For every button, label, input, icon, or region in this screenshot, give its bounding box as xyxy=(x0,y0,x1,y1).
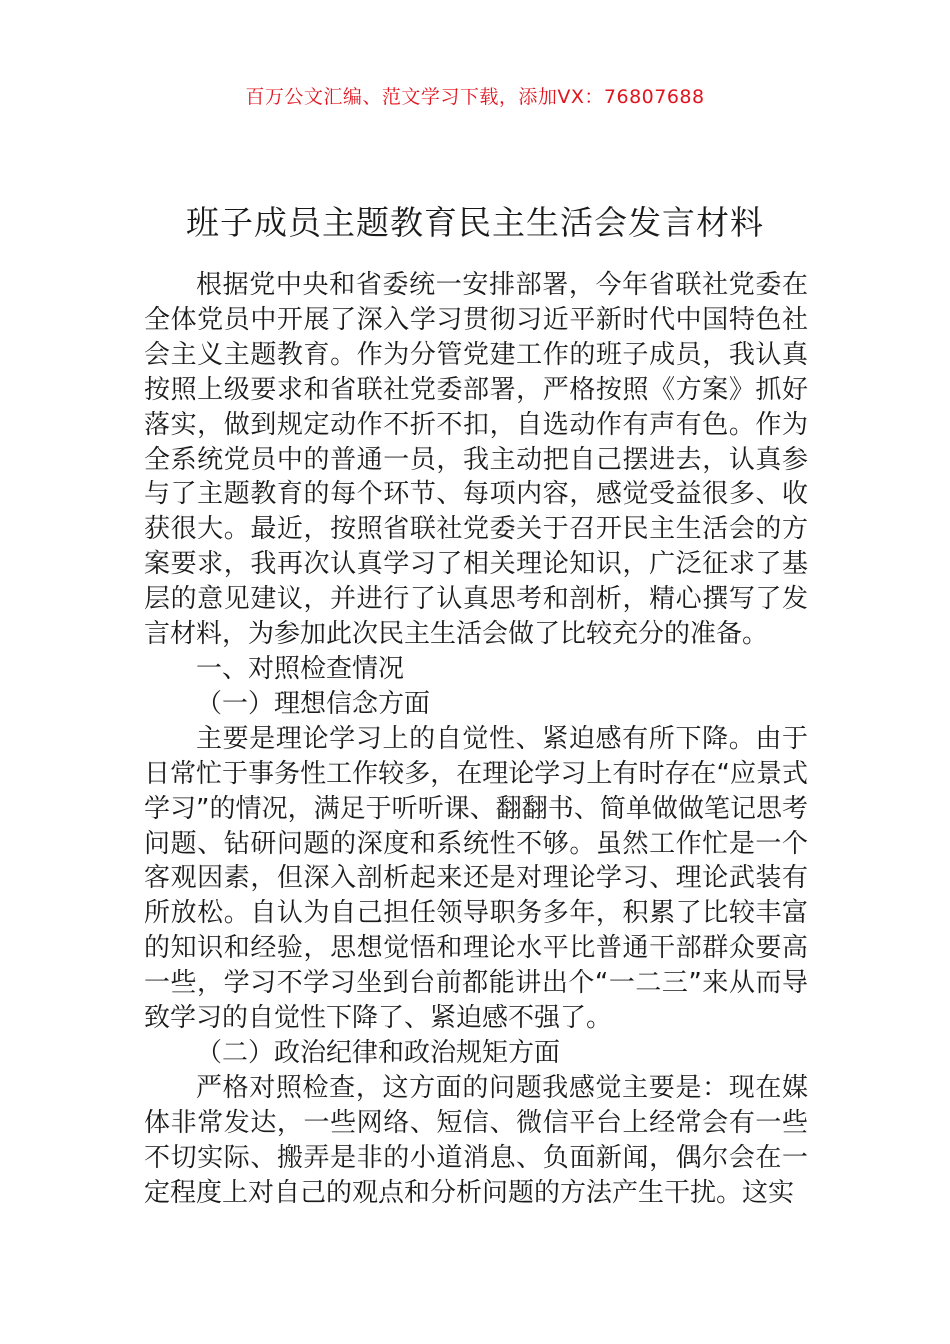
paragraph-ideals: 主要是理论学习上的自觉性、紧迫感有所下降。由于日常忙于事务性工作较多，在理论学习上有时存在“应景式学习”的情况，满足于听听课、翻翻书、简单做做笔记思考问题、钻研问题的深度和系统性不够。虽然工作忙是一个客观因素，但深入剖析起来还是对理论学习、理论武装有所放松。自认为自己担任领导职务多年，积累了比较丰富的知识和经验，思想觉悟和理论水平比普通干部群众要高一些，学习不学习坐到台前都能讲出个“一二三”来从而导致学习的自觉性下降了、紧迫感不强了。 xyxy=(144,723,808,1034)
paragraph-discipline: 严格对照检查，这方面的问题我感觉主要是：现在媒体非常发达，一些网络、短信、微信平台上经常会有一些不切实际、搬弄是非的小道消息、负面新闻，偶尔会在一定程度上对自己的观点和分析问题的方法产生干扰。这实 xyxy=(144,1072,808,1208)
subsection-heading-1: （一）理想信念方面 xyxy=(196,688,431,719)
subsection-heading-2: （二）政治纪律和政治规矩方面 xyxy=(196,1037,561,1068)
paragraph-intro: 根据党中央和省委统一安排部署，今年省联社党委在全体党员中开展了深入学习贯彻习近平新时代中国特色社会主义主题教育。作为分管党建工作的班子成员，我认真按照上级要求和省联社党委部署，严格按照《方案》抓好落实，做到规定动作不折不扣，自选动作有声有色。作为全系统党员中的普通一员，我主动把自己摆进去，认真参与了主题教育的每个环节、每项内容，感觉受益很多、收获很大。最近，按照省联社党委关于召开民主生活会的方案要求，我再次认真学习了相关理论知识，广泛征求了基层的意见建议，并进行了认真思考和剖析，精心撰写了发言材料，为参加此次民主生活会做了比较充分的准备。 xyxy=(144,270,808,650)
section-heading-1: 一、对照检查情况 xyxy=(196,653,405,684)
document-title: 班子成员主题教育民主生活会发言材料 xyxy=(186,203,764,243)
header-watermark-note: 百万公文汇编、范文学习下载，添加VX：76807688 xyxy=(245,86,705,108)
document-body xyxy=(144,268,808,1210)
